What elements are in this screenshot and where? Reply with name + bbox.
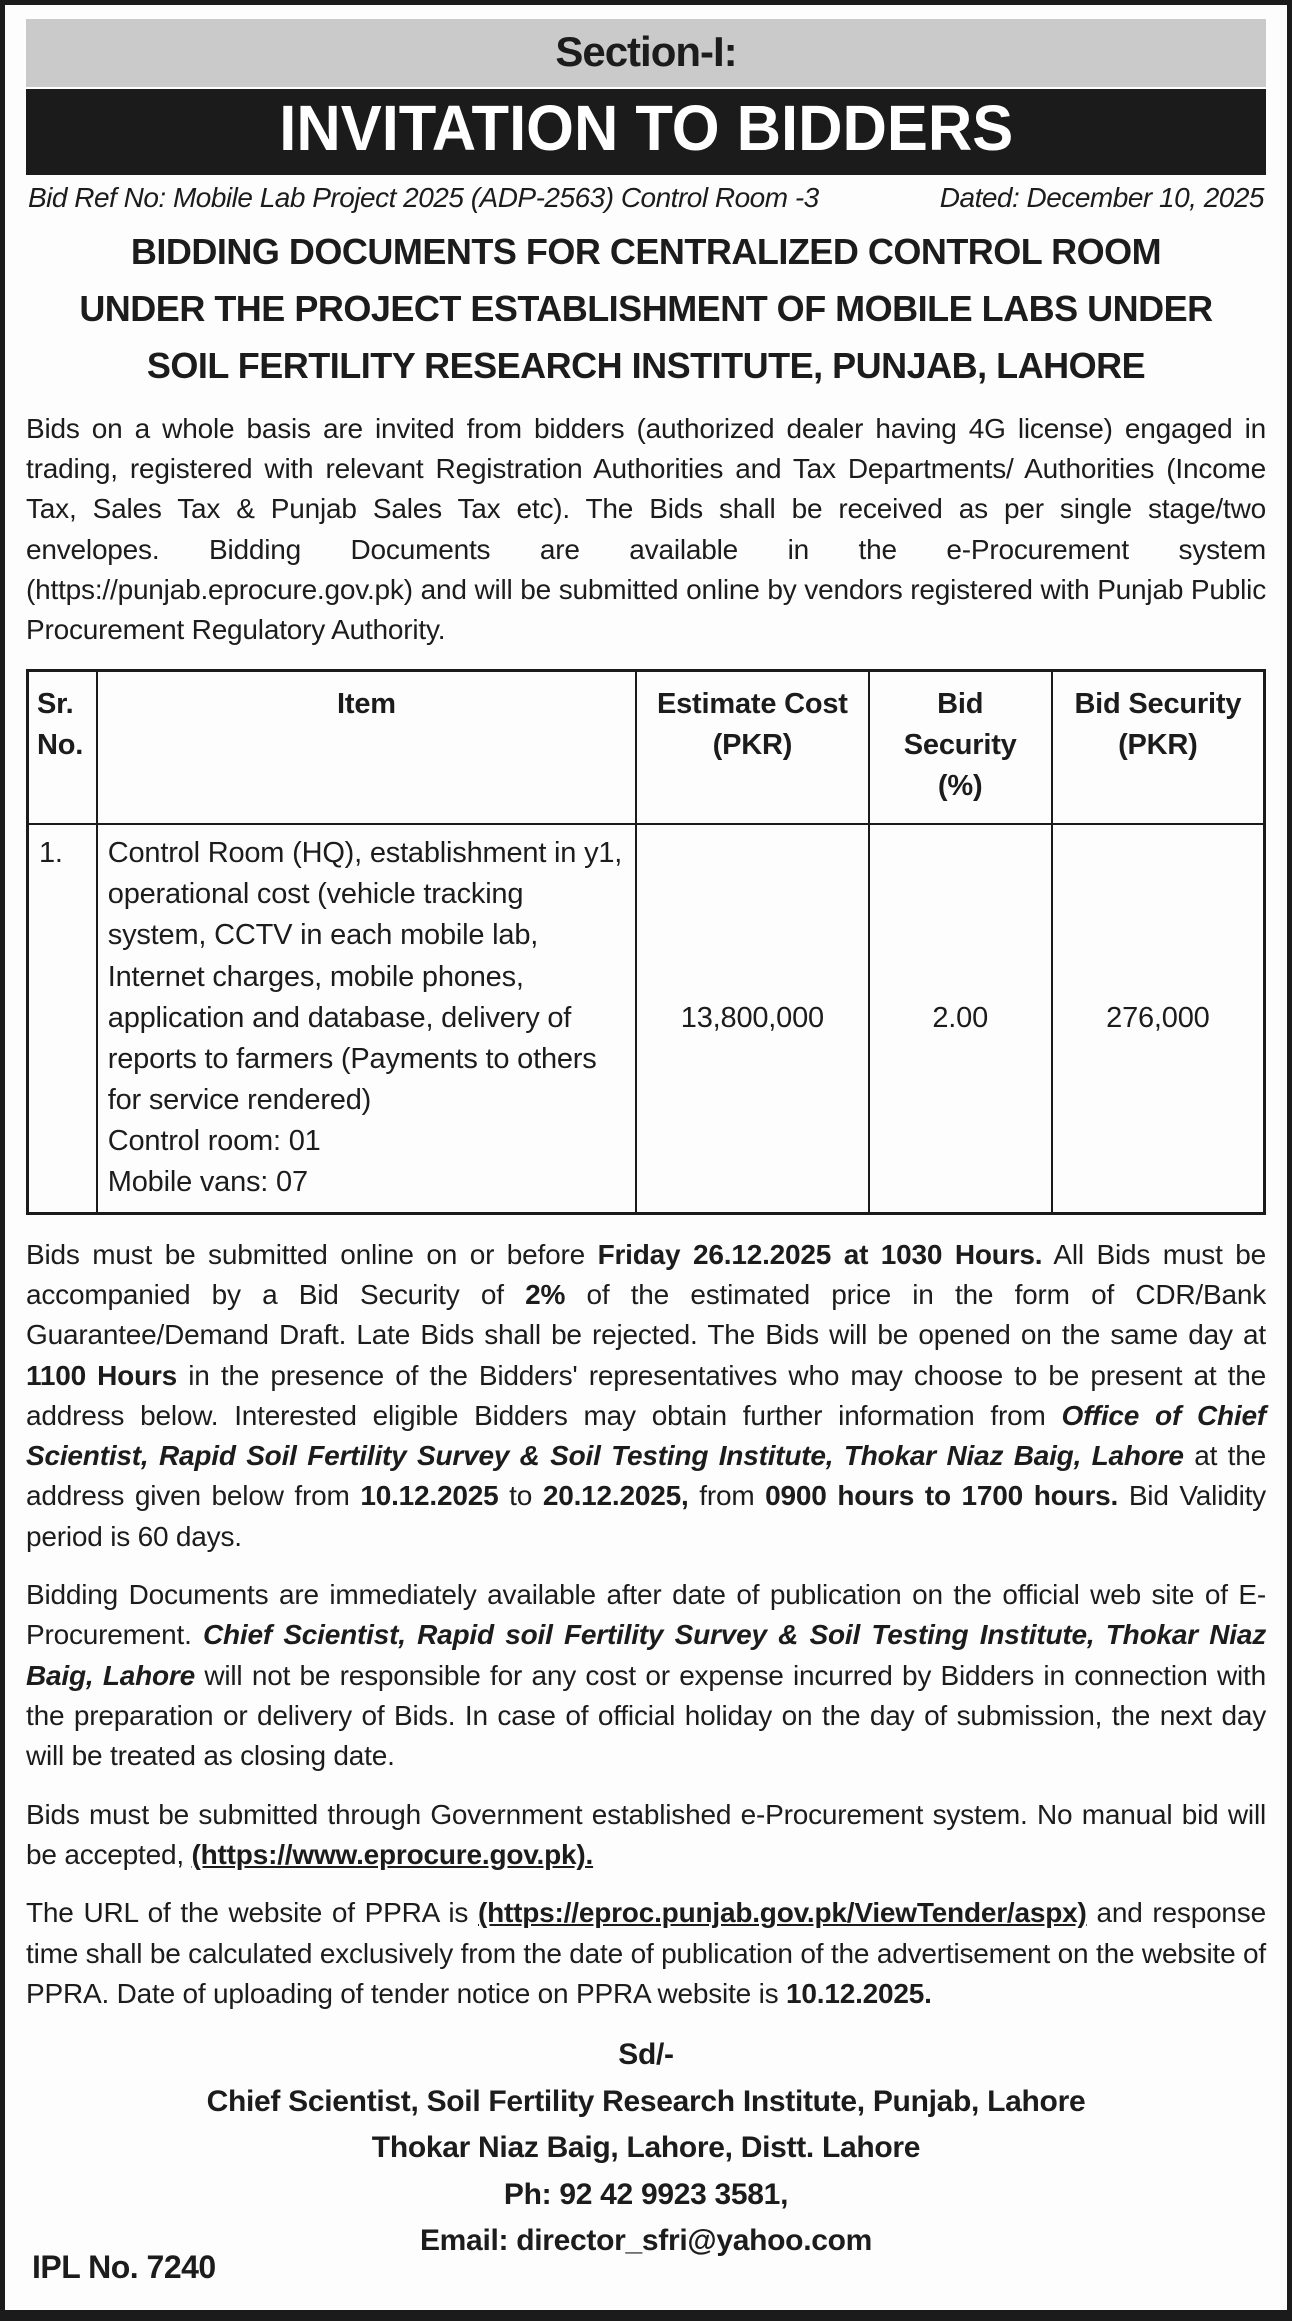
text-run: to [498,1480,543,1512]
bid-security-percent: 2% [525,1278,566,1310]
section-label: Section-I: [555,28,737,75]
text-run: will not be responsible for any cost or expense incurred by Bidders in connection with the preparation or delivery of Bids. In case of official holiday on the day of submission, the next day will be treated as closing date. [26,1659,1266,1772]
text-run: from [688,1480,766,1512]
eprocure-url: (https://www.eprocure.gov.pk). [191,1838,594,1870]
bid-ref-number: Bid Ref No: Mobile Lab Project 2025 (ADP-2563) Control Room -3 [28,182,819,213]
cell-sr-no: 1. [28,824,97,1213]
section-label-bar [26,19,1266,87]
col-header-bid-security-pct: Bid Security (%) [869,670,1052,824]
upload-date: 10.12.2025. [786,1977,932,2009]
signatory-address: Thokar Niaz Baig, Lahore, Distt. Lahore [371,2131,921,2165]
ppra-url: (https://eproc.punjab.gov.pk/ViewTender/aspx) [478,1897,1087,1929]
start-date: 10.12.2025 [360,1480,499,1512]
intro-paragraph [26,409,1266,651]
text-run: Bids must be submitted through Government established e-Procurement system. No manual bid will be accepted, [26,1798,1266,1870]
col-header-sr-no: Sr. No. [28,670,97,824]
dated-label: Dated: December 10, 2025 [939,182,1264,213]
opening-time: 1100 Hours [26,1359,178,1391]
eprocurement-paragraph [26,1795,1266,1876]
end-date: 20.12.2025, [542,1480,689,1512]
text-run: Bids must be submitted online on or before [26,1238,598,1270]
cell-bid-security-pct: 2.00 [869,824,1052,1213]
item-mobile-vans-count: Mobile vans: 07 [107,1166,308,1199]
sd-label: Sd/- [618,2038,674,2072]
cell-bid-security-pkr: 276,000 [1052,824,1265,1213]
office-name: Office of Chief Scientist, Rapid Soil Fertility Survey & Soil Testing Institute, Thokar Niaz Baig, Lahore [26,1399,1266,1472]
col-header-estimate-cost: Estimate Cost (PKR) [636,670,869,824]
signatory-title: Chief Scientist, Soil Fertility Research Institute, Punjab, Lahore [206,2084,1086,2118]
bid-items-table [26,669,1266,1215]
institute-name: Chief Scientist, Rapid soil Fertility Survey & Soil Testing Institute, Thokar Niaz Baig, Lahore [26,1619,1267,1691]
ppra-paragraph [26,1893,1266,2014]
email-address: Email: director_sfri@yahoo.com [419,2224,873,2258]
text-run: and response time shall be calculated exclusively from the date of publication of the advertisement on the website of PPRA. Date of uploading of tender notice on PPRA website is [26,1897,1266,2009]
intro-text: Bids on a whole basis are invited from bidders (authorized dealer having 4G license) engaged in trading, registered with relevant Registration Authorities and Tax Departments/ Authorities (Income Tax, Sales Tax & Punjab Sales Tax etc). The Bids shall be received as per single stage/two envelopes. Bidding Documents are available in the e-Procurement system (https://punjab.eprocure.gov.pk) and will be submitted online by vendors registered with Punjab Public Procurement Regulatory Authority. [26,412,1266,646]
table-header-row [28,670,1265,824]
ipl-number: IPL No. 7240 [32,2249,216,2285]
text-run: of the estimated price in the form of CDR/Bank Guarantee/Demand Draft. Late Bids shall be rejected. The Bids will be opened on the same day at [26,1278,1266,1351]
availability-paragraph [26,1575,1266,1777]
item-description: Control Room (HQ), establishment in y1, operational cost (vehicle tracking system, CCTV in each mobile lab, Internet charges, mobile phones, application and database, delivery of reports to farmers (Payments to others for service rendered) [107,837,623,1117]
signature-block [26,2032,1266,2265]
phone-number: Ph: 92 42 9923 3581, [503,2177,789,2211]
document-title-line-1: BIDDING DOCUMENTS FOR CENTRALIZED CONTROL ROOM [130,231,1162,272]
reference-line [28,182,1264,214]
cell-estimate-cost: 13,800,000 [636,824,869,1213]
document-title-line-3: SOIL FERTILITY RESEARCH INSTITUTE, PUNJAB, LAHORE [146,344,1146,386]
text-run: The URL of the website of PPRA is [26,1897,478,1929]
text-run: in the presence of the Bidders' representatives who may choose to be present at the address below. Interested eligible Bidders may obtain further information from [26,1359,1267,1431]
text-run: All Bids must be accompanied by a Bid Security of [26,1238,1266,1310]
office-hours: 0900 hours to 1700 hours. [765,1480,1119,1512]
col-header-item: Item [97,670,636,824]
banner-bar [26,89,1266,175]
deadline-date: Friday 26.12.2025 at 1030 Hours. [597,1238,1043,1270]
text-run: Bid Validity period is 60 days. [26,1480,1266,1552]
document-title [26,224,1266,395]
text-run: Bidding Documents are immediately available after date of publication on the official web site of E-Procurement. [26,1579,1266,1651]
cell-item [97,824,636,1213]
item-control-room-count: Control room: 01 [107,1125,321,1158]
text-run: at the address given below from [26,1440,1266,1512]
submission-paragraph [26,1235,1266,1558]
col-header-bid-security-pkr: Bid Security (PKR) [1052,670,1265,824]
table-row [28,824,1265,1213]
banner-title: INVITATION TO BIDDERS [279,92,1013,164]
document-title-line-2: UNDER THE PROJECT ESTABLISHMENT OF MOBILE LABS UNDER [79,287,1213,329]
